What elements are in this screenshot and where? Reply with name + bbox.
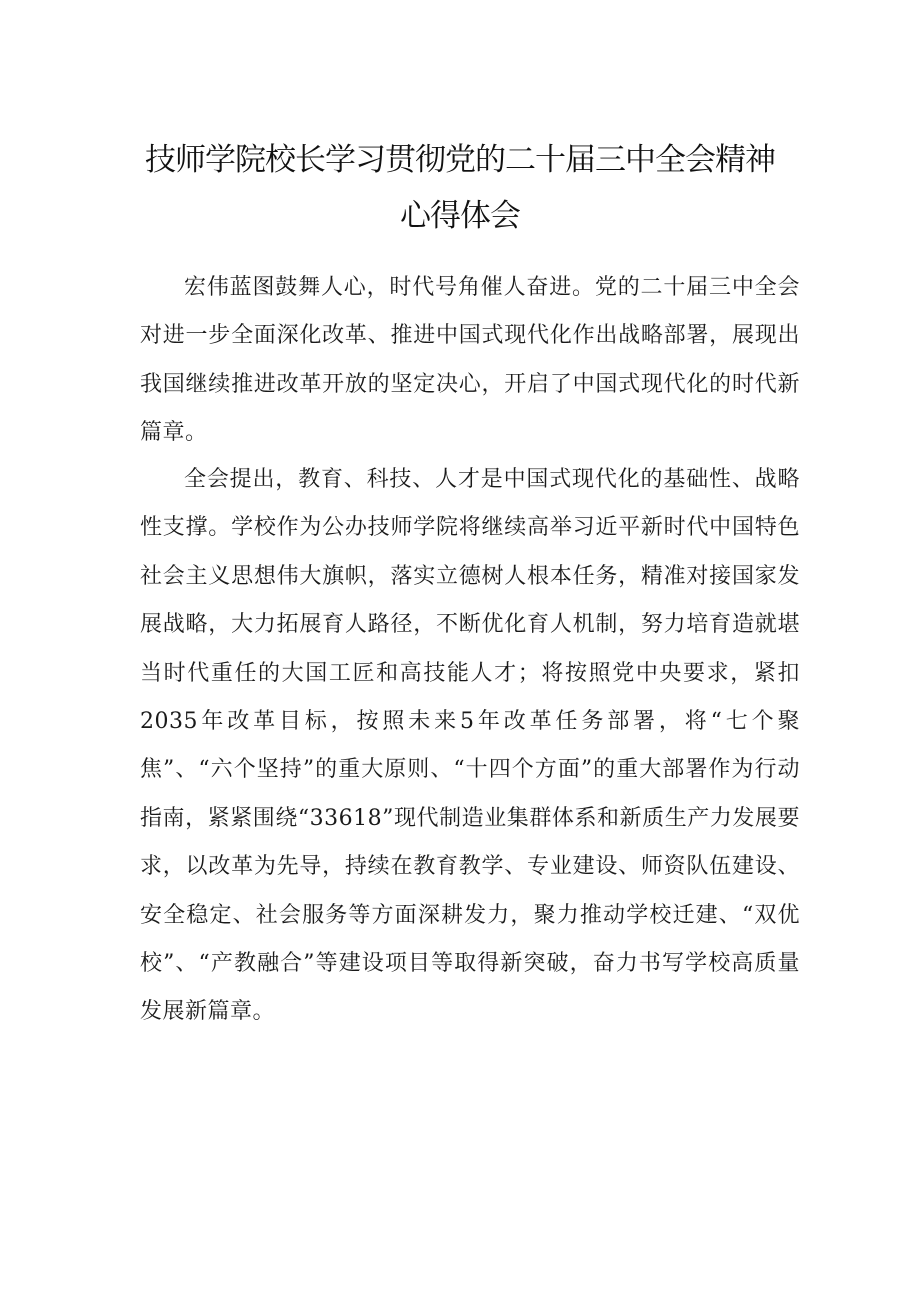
body-paragraph-2: 全会提出，教育、科技、人才是中国式现代化的基础性、战略性支撑。学校作为公办技师学院将继续高举习近平新时代中国特色社会主义思想伟大旗帜，落实立德树人根本任务，精准对接国家发展战略，大力拓展育人路径，不断优化育人机制，努力培育造就堪当时代重任的大国工匠和高技能人才；将按照党中央要求，紧扣2035年改革目标，按照未来5年改革任务部署，将“七个聚焦”、“六个坚持”的重大原则、“十四个方面”的重大部署作为行动指南，紧紧围绕“33618”现代制造业集群体系和新质生产力发展要求，以改革为先导，持续在教育教学、专业建设、师资队伍建设、安全稳定、社会服务等方面深耕发力，聚力推动学校迁建、“双优校”、“产教融合”等建设项目等取得新突破，奋力书写学校高质量发展新篇章。 bbox=[140, 467, 800, 1025]
document-title-line-1: 技师学院校长学习贯彻党的二十届三中全会精神 bbox=[145, 142, 775, 178]
document-title-line-2: 心得体会 bbox=[400, 198, 520, 234]
body-paragraph-1: 宏伟蓝图鼓舞人心，时代号角催人奋进。党的二十届三中全会对进一步全面深化改革、推进中国式现代化作出战略部署，展现出我国继续推进改革开放的坚定决心，开启了中国式现代化的时代新篇章。 bbox=[140, 275, 800, 446]
